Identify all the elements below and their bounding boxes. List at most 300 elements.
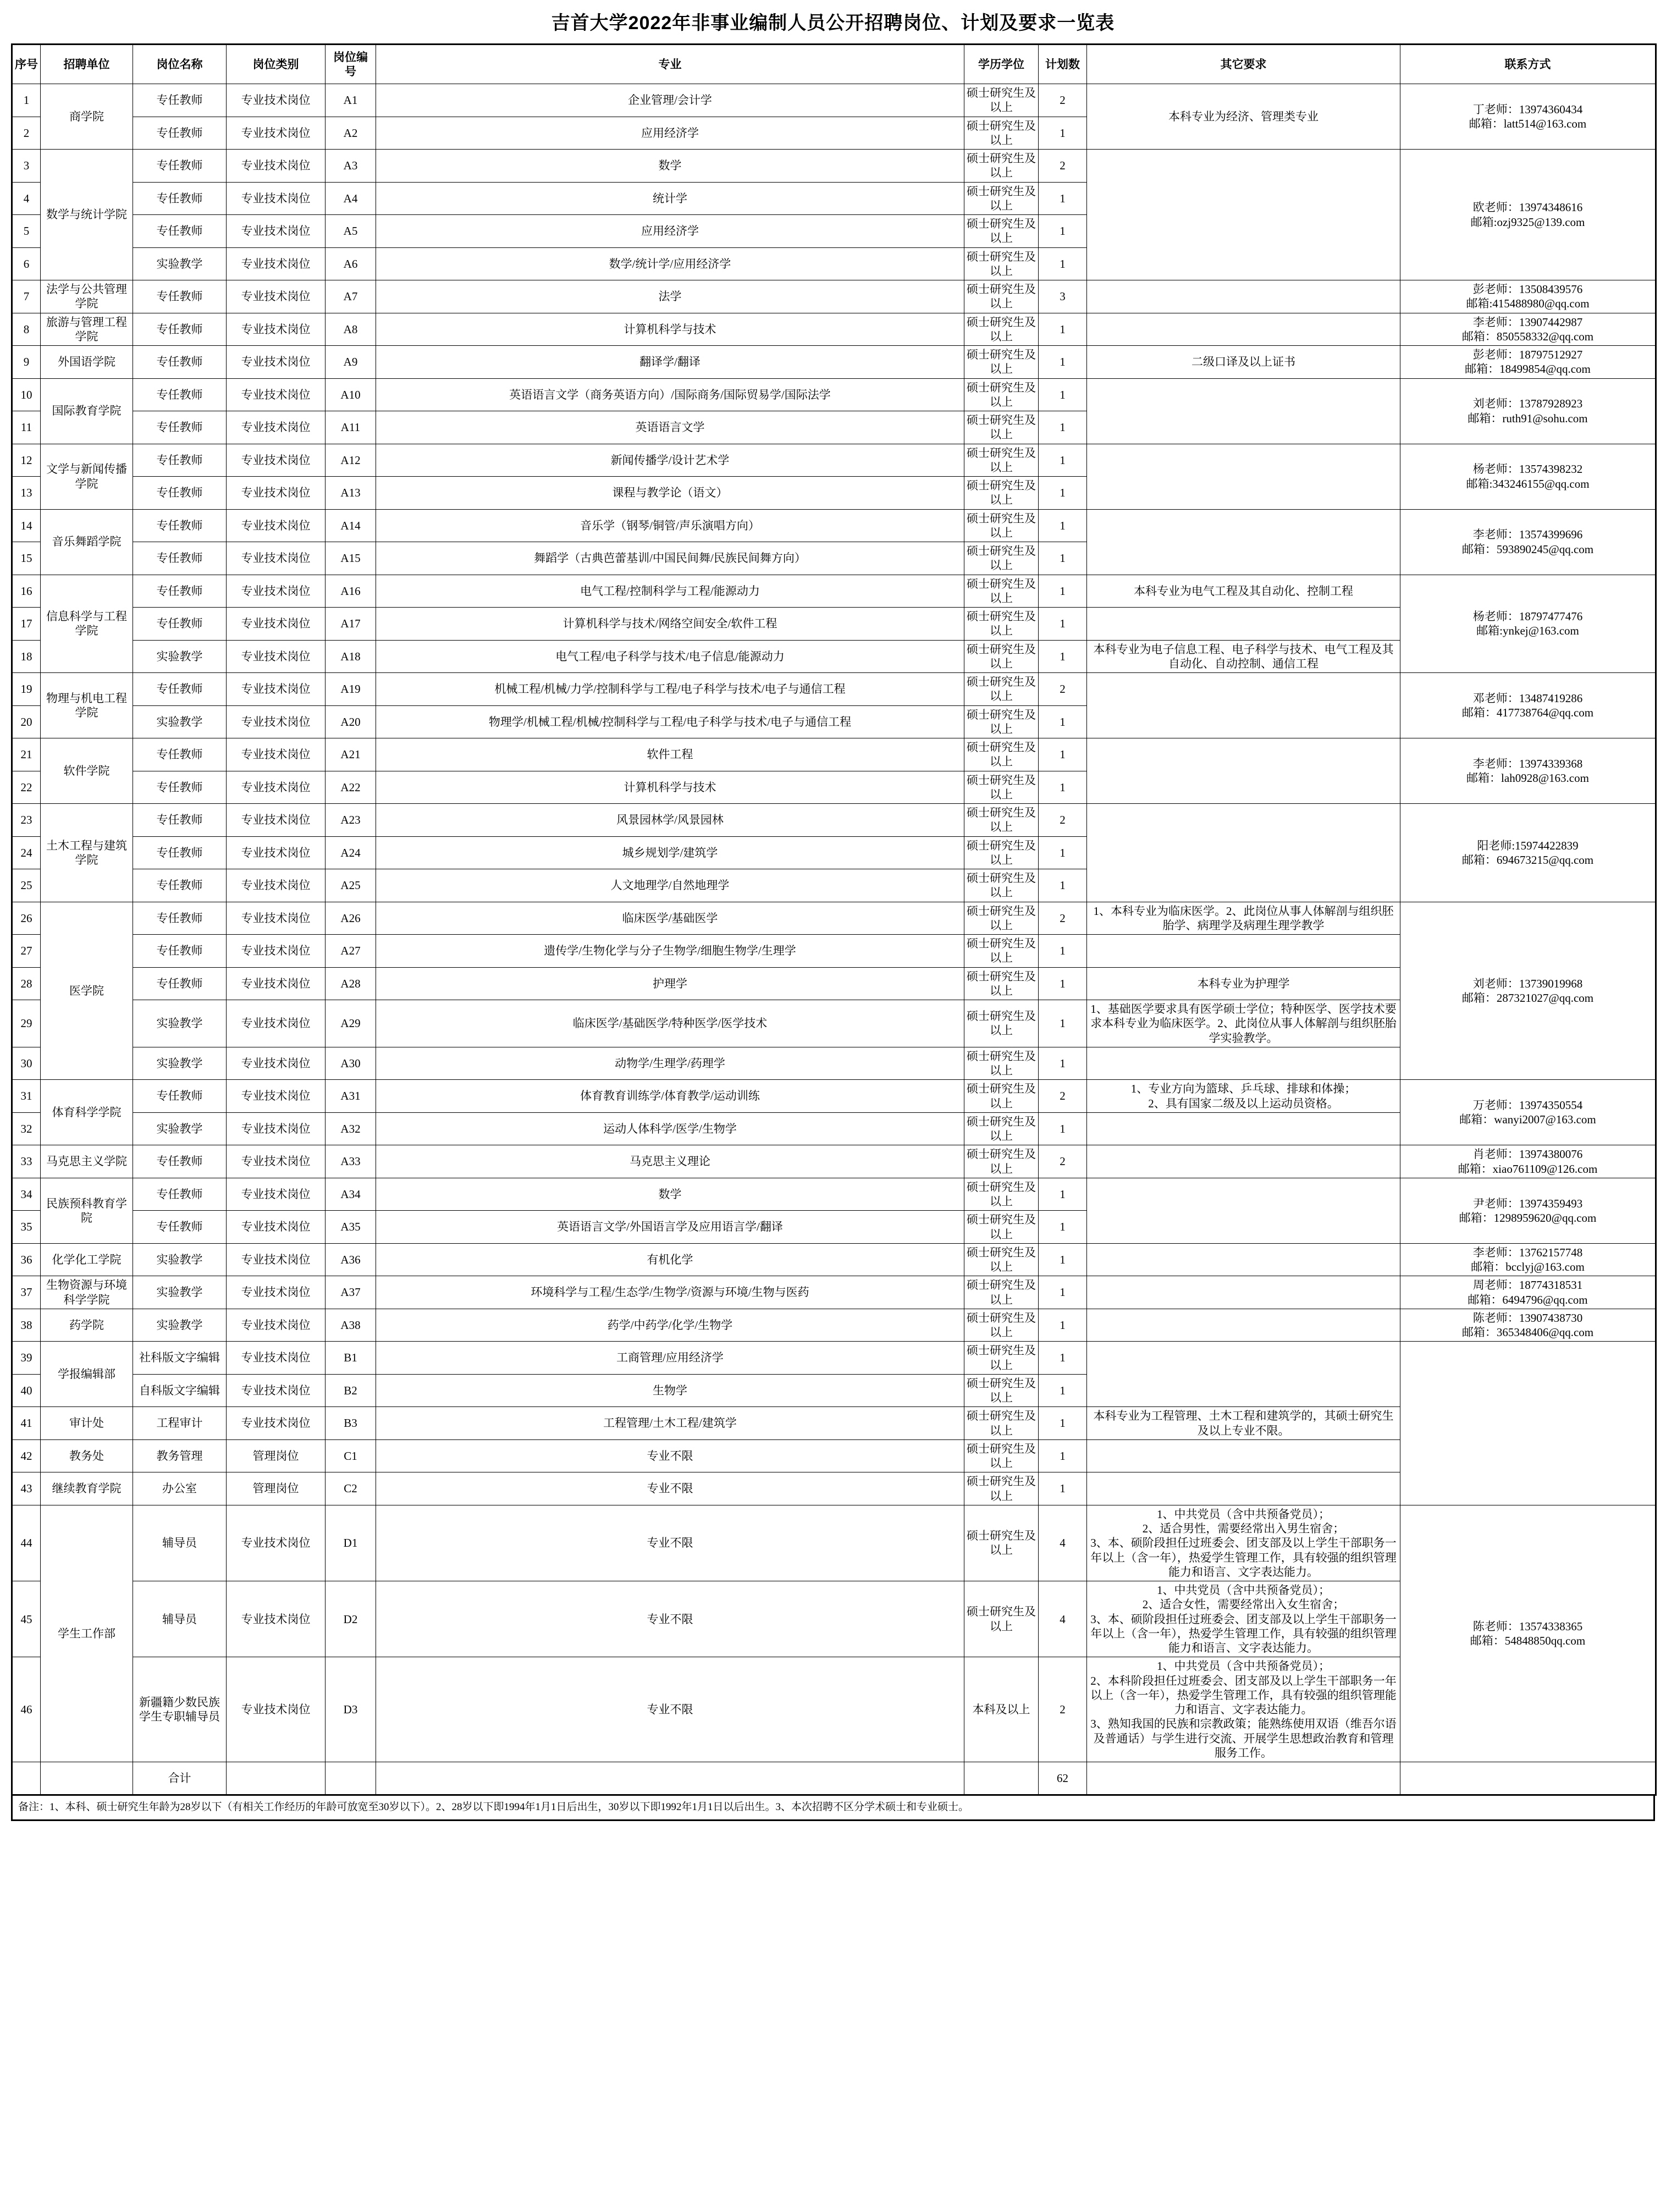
cell-major: 马克思主义理论 xyxy=(376,1145,964,1178)
cell-post-name: 专任教师 xyxy=(133,477,227,510)
cell-post-category: 专业技术岗位 xyxy=(227,608,326,641)
cell-post-name: 办公室 xyxy=(133,1472,227,1505)
cell-post-code: A28 xyxy=(326,967,376,1000)
cell-post-category: 专业技术岗位 xyxy=(227,280,326,313)
cell-post-name: 实验教学 xyxy=(133,1276,227,1309)
cell-post-name: 专任教师 xyxy=(133,608,227,641)
cell-major: 翻译学/翻译 xyxy=(376,346,964,379)
cell-post-code: A38 xyxy=(326,1309,376,1342)
cell-contact: 欧老师：13974348616 邮箱:ozj9325@139.com xyxy=(1400,150,1656,280)
cell-other-requirements xyxy=(1087,378,1400,444)
cell-other-requirements: 本科专业为经济、管理类专业 xyxy=(1087,84,1400,150)
cell-education: 硕士研究生及以上 xyxy=(964,150,1039,183)
cell-seq: 13 xyxy=(12,477,41,510)
cell-post-category: 专业技术岗位 xyxy=(227,84,326,117)
cell-major: 计算机科学与技术 xyxy=(376,313,964,346)
cell-other-requirements: 本科专业为电气工程及其自动化、控制工程 xyxy=(1087,575,1400,608)
cell-post-category: 专业技术岗位 xyxy=(227,1112,326,1145)
cell-education: 硕士研究生及以上 xyxy=(964,411,1039,444)
cell-contact: 李老师：13762157748 邮箱：bcclyj@163.com xyxy=(1400,1243,1656,1276)
cell-major: 生物学 xyxy=(376,1374,964,1407)
cell-other-requirements: 1、中共党员（含中共预备党员）； 2、适合男性，需要经常出入男生宿舍； 3、本、硕阶段担任过班委会、团支部及以上学生干部职务一年以上（含一年），热爱学生管理工作，具有较强的组织管理能力和语言、文字表达能力。 xyxy=(1087,1505,1400,1581)
cell-post-name: 专任教师 xyxy=(133,673,227,706)
cell-education: 硕士研究生及以上 xyxy=(964,1047,1039,1080)
cell-education: 硕士研究生及以上 xyxy=(964,444,1039,477)
cell-plan: 2 xyxy=(1039,1145,1087,1178)
cell-major: 临床医学/基础医学/特种医学/医学技术 xyxy=(376,1000,964,1047)
cell-seq: 33 xyxy=(12,1145,41,1178)
cell-major: 电气工程/电子科学与技术/电子信息/能源动力 xyxy=(376,640,964,673)
cell-plan: 2 xyxy=(1039,902,1087,935)
cell-unit: 生物资源与环境科学学院 xyxy=(41,1276,133,1309)
cell-plan: 1 xyxy=(1039,1211,1087,1244)
cell-other-requirements: 1、中共党员（含中共预备党员）； 2、本科阶段担任过班委会、团支部及以上学生干部职务一年以上（含一年），热爱学生管理工作，具有较强的组织管理能力和语言、文字表达能力。 3、熟知我国的民族和宗教政策；能熟练使用双语（维吾尔语及普通话）与学生进行交流、开展学生思想政治教育和管理服务工作。 xyxy=(1087,1657,1400,1762)
cell-post-category: 专业技术岗位 xyxy=(227,705,326,738)
cell-other-requirements xyxy=(1087,150,1400,280)
cell-seq: 4 xyxy=(12,182,41,215)
cell-post-code: A32 xyxy=(326,1112,376,1145)
cell-major: 遗传学/生物化学与分子生物学/细胞生物学/生理学 xyxy=(376,935,964,968)
cell-education: 硕士研究生及以上 xyxy=(964,608,1039,641)
cell-education: 硕士研究生及以上 xyxy=(964,771,1039,804)
cell-seq: 20 xyxy=(12,705,41,738)
cell-post-code: A18 xyxy=(326,640,376,673)
cell-plan: 1 xyxy=(1039,1309,1087,1342)
cell-post-code: C1 xyxy=(326,1439,376,1472)
cell-contact: 邓老师：13487419286 邮箱：417738764@qq.com xyxy=(1400,673,1656,738)
cell-plan: 1 xyxy=(1039,346,1087,379)
table-row xyxy=(12,313,1656,346)
cell-other-requirements xyxy=(1087,673,1400,738)
cell-post-code: A7 xyxy=(326,280,376,313)
cell-plan: 1 xyxy=(1039,935,1087,968)
cell-post-name: 专任教师 xyxy=(133,967,227,1000)
cell-unit: 土木工程与建筑学院 xyxy=(41,804,133,902)
cell-total-blank-contact xyxy=(1400,1762,1656,1795)
cell-other-requirements: 1、本科专业为临床医学。2、此岗位从事人体解剖与组织胚胎学、病理学及病理生理学教学 xyxy=(1087,902,1400,935)
cell-post-code: A3 xyxy=(326,150,376,183)
cell-plan: 1 xyxy=(1039,967,1087,1000)
cell-other-requirements: 1、中共党员（含中共预备党员）； 2、适合女性，需要经常出入女生宿舍； 3、本、硕阶段担任过班委会、团支部及以上学生干部职务一年以上（含一年），热爱学生管理工作，具有较强的组织管理能力和语言、文字表达能力。 xyxy=(1087,1581,1400,1657)
cell-major: 专业不限 xyxy=(376,1505,964,1581)
cell-total-blank-other xyxy=(1087,1762,1400,1795)
cell-plan: 1 xyxy=(1039,1342,1087,1375)
cell-post-name: 专任教师 xyxy=(133,280,227,313)
cell-post-category: 专业技术岗位 xyxy=(227,935,326,968)
cell-major: 专业不限 xyxy=(376,1657,964,1762)
cell-other-requirements xyxy=(1087,935,1400,968)
cell-plan: 1 xyxy=(1039,1178,1087,1211)
cell-major: 机械工程/机械/力学/控制科学与工程/电子科学与技术/电子与通信工程 xyxy=(376,673,964,706)
cell-education: 硕士研究生及以上 xyxy=(964,313,1039,346)
table-row xyxy=(12,1178,1656,1211)
table-row xyxy=(12,150,1656,183)
header-row xyxy=(12,45,1656,84)
cell-unit: 国际教育学院 xyxy=(41,378,133,444)
table-row xyxy=(12,902,1656,935)
cell-post-category: 专业技术岗位 xyxy=(227,575,326,608)
cell-education: 硕士研究生及以上 xyxy=(964,869,1039,902)
cell-plan: 4 xyxy=(1039,1581,1087,1657)
cell-post-category: 专业技术岗位 xyxy=(227,1145,326,1178)
cell-post-category: 专业技术岗位 xyxy=(227,346,326,379)
cell-plan: 4 xyxy=(1039,1505,1087,1581)
cell-plan: 1 xyxy=(1039,575,1087,608)
cell-major: 应用经济学 xyxy=(376,215,964,248)
cell-post-category: 专业技术岗位 xyxy=(227,150,326,183)
cell-seq: 5 xyxy=(12,215,41,248)
cell-post-category: 专业技术岗位 xyxy=(227,1000,326,1047)
cell-post-code: A37 xyxy=(326,1276,376,1309)
cell-plan: 2 xyxy=(1039,84,1087,117)
cell-post-name: 实验教学 xyxy=(133,247,227,280)
cell-post-name: 专任教师 xyxy=(133,1080,227,1113)
col-header-post-code: 岗位编号 xyxy=(326,45,376,84)
cell-post-category: 专业技术岗位 xyxy=(227,1178,326,1211)
table-row xyxy=(12,1243,1656,1276)
cell-seq: 26 xyxy=(12,902,41,935)
cell-education: 硕士研究生及以上 xyxy=(964,1080,1039,1113)
cell-major: 运动人体科学/医学/生物学 xyxy=(376,1112,964,1145)
cell-post-name: 专任教师 xyxy=(133,150,227,183)
cell-post-category: 专业技术岗位 xyxy=(227,215,326,248)
col-header-education: 学历学位 xyxy=(964,45,1039,84)
cell-plan: 1 xyxy=(1039,477,1087,510)
cell-other-requirements xyxy=(1087,804,1400,902)
cell-other-requirements xyxy=(1087,738,1400,804)
cell-education: 硕士研究生及以上 xyxy=(964,935,1039,968)
cell-post-category: 专业技术岗位 xyxy=(227,1309,326,1342)
cell-seq: 41 xyxy=(12,1407,41,1440)
cell-contact: 杨老师：18797477476 邮箱:ynkej@163.com xyxy=(1400,575,1656,673)
cell-post-code: A22 xyxy=(326,771,376,804)
cell-other-requirements xyxy=(1087,313,1400,346)
cell-post-code: D3 xyxy=(326,1657,376,1762)
cell-post-code: A26 xyxy=(326,902,376,935)
cell-other-requirements xyxy=(1087,1439,1400,1472)
cell-major: 护理学 xyxy=(376,967,964,1000)
cell-post-name: 实验教学 xyxy=(133,1309,227,1342)
cell-seq: 11 xyxy=(12,411,41,444)
cell-post-category: 专业技术岗位 xyxy=(227,1374,326,1407)
cell-education: 硕士研究生及以上 xyxy=(964,182,1039,215)
cell-post-code: A6 xyxy=(326,247,376,280)
cell-seq: 7 xyxy=(12,280,41,313)
cell-contact: 肖老师：13974380076 邮箱：xiao761109@126.com xyxy=(1400,1145,1656,1178)
cell-post-category: 管理岗位 xyxy=(227,1439,326,1472)
col-header-unit: 招聘单位 xyxy=(41,45,133,84)
cell-other-requirements: 本科专业为工程管理、土木工程和建筑学的，其硕士研究生及以上专业不限。 xyxy=(1087,1407,1400,1440)
cell-post-category: 专业技术岗位 xyxy=(227,444,326,477)
cell-other-requirements xyxy=(1087,280,1400,313)
cell-post-name: 专任教师 xyxy=(133,117,227,150)
cell-plan: 1 xyxy=(1039,869,1087,902)
cell-seq: 1 xyxy=(12,84,41,117)
cell-seq: 8 xyxy=(12,313,41,346)
cell-total-blank-major xyxy=(376,1762,964,1795)
cell-seq: 16 xyxy=(12,575,41,608)
total-row xyxy=(12,1762,1656,1795)
col-header-seq: 序号 xyxy=(12,45,41,84)
cell-education: 硕士研究生及以上 xyxy=(964,1309,1039,1342)
cell-post-name: 实验教学 xyxy=(133,705,227,738)
cell-plan: 1 xyxy=(1039,542,1087,575)
cell-major: 计算机科学与技术 xyxy=(376,771,964,804)
cell-contact: 陈老师：13574338365 邮箱：54848850qq.com xyxy=(1400,1505,1656,1762)
cell-plan: 1 xyxy=(1039,215,1087,248)
cell-seq: 46 xyxy=(12,1657,41,1762)
cell-plan: 3 xyxy=(1039,280,1087,313)
cell-plan: 1 xyxy=(1039,738,1087,771)
cell-post-category: 专业技术岗位 xyxy=(227,738,326,771)
cell-education: 硕士研究生及以上 xyxy=(964,967,1039,1000)
col-header-post-name: 岗位名称 xyxy=(133,45,227,84)
cell-major: 药学/中药学/化学/生物学 xyxy=(376,1309,964,1342)
cell-plan: 1 xyxy=(1039,705,1087,738)
cell-contact: 周老师：18774318531 邮箱：6494796@qq.com xyxy=(1400,1276,1656,1309)
cell-post-code: C2 xyxy=(326,1472,376,1505)
cell-post-name: 专任教师 xyxy=(133,575,227,608)
cell-post-name: 自科版文字编辑 xyxy=(133,1374,227,1407)
cell-unit: 学生工作部 xyxy=(41,1505,133,1762)
cell-post-name: 专任教师 xyxy=(133,378,227,411)
cell-post-name: 新疆籍少数民族学生专职辅导员 xyxy=(133,1657,227,1762)
cell-education: 硕士研究生及以上 xyxy=(964,705,1039,738)
cell-plan: 1 xyxy=(1039,1112,1087,1145)
cell-post-category: 专业技术岗位 xyxy=(227,1243,326,1276)
cell-major: 英语语言文学 xyxy=(376,411,964,444)
table-header xyxy=(12,45,1656,84)
cell-post-code: A31 xyxy=(326,1080,376,1113)
cell-education: 硕士研究生及以上 xyxy=(964,1243,1039,1276)
table-row xyxy=(12,280,1656,313)
cell-post-name: 教务管理 xyxy=(133,1439,227,1472)
cell-other-requirements: 本科专业为电子信息工程、电子科学与技术、电气工程及其自动化、自动控制、通信工程 xyxy=(1087,640,1400,673)
cell-post-category: 专业技术岗位 xyxy=(227,477,326,510)
cell-major: 临床医学/基础医学 xyxy=(376,902,964,935)
cell-seq: 34 xyxy=(12,1178,41,1211)
cell-education: 硕士研究生及以上 xyxy=(964,247,1039,280)
cell-unit: 民族预科教育学院 xyxy=(41,1178,133,1243)
col-header-contact: 联系方式 xyxy=(1400,45,1656,84)
cell-education: 硕士研究生及以上 xyxy=(964,1276,1039,1309)
cell-education: 硕士研究生及以上 xyxy=(964,575,1039,608)
cell-unit: 法学与公共管理学院 xyxy=(41,280,133,313)
cell-major: 体育教育训练学/体育教学/运动训练 xyxy=(376,1080,964,1113)
cell-other-requirements xyxy=(1087,1145,1400,1178)
cell-education: 硕士研究生及以上 xyxy=(964,1342,1039,1375)
cell-other-requirements xyxy=(1087,1178,1400,1243)
cell-contact: 丁老师：13974360434 邮箱：latt514@163.com xyxy=(1400,84,1656,150)
recruitment-table xyxy=(11,43,1657,1796)
cell-education: 硕士研究生及以上 xyxy=(964,673,1039,706)
cell-plan: 1 xyxy=(1039,378,1087,411)
cell-plan: 1 xyxy=(1039,1047,1087,1080)
cell-post-code: B1 xyxy=(326,1342,376,1375)
cell-major: 电气工程/控制科学与工程/能源动力 xyxy=(376,575,964,608)
cell-plan: 1 xyxy=(1039,313,1087,346)
table-row xyxy=(12,1080,1656,1113)
cell-post-name: 专任教师 xyxy=(133,346,227,379)
cell-seq: 18 xyxy=(12,640,41,673)
cell-post-name: 专任教师 xyxy=(133,935,227,968)
cell-major: 音乐学（钢琴/铜管/声乐演唱方向） xyxy=(376,509,964,542)
cell-major: 数学 xyxy=(376,1178,964,1211)
cell-plan: 1 xyxy=(1039,117,1087,150)
cell-unit: 商学院 xyxy=(41,84,133,150)
cell-seq: 28 xyxy=(12,967,41,1000)
cell-education: 硕士研究生及以上 xyxy=(964,1472,1039,1505)
cell-post-name: 专任教师 xyxy=(133,804,227,837)
cell-seq: 23 xyxy=(12,804,41,837)
cell-post-category: 专业技术岗位 xyxy=(227,1657,326,1762)
cell-contact: 万老师：13974350554 邮箱：wanyi2007@163.com xyxy=(1400,1080,1656,1145)
cell-unit: 学报编辑部 xyxy=(41,1342,133,1407)
cell-unit: 体育科学学院 xyxy=(41,1080,133,1145)
cell-seq: 2 xyxy=(12,117,41,150)
cell-post-category: 专业技术岗位 xyxy=(227,673,326,706)
cell-post-category: 专业技术岗位 xyxy=(227,836,326,869)
cell-major: 环境科学与工程/生态学/生物学/资源与环境/生物与医药 xyxy=(376,1276,964,1309)
cell-post-name: 实验教学 xyxy=(133,1047,227,1080)
cell-other-requirements xyxy=(1087,608,1400,641)
cell-major: 数学 xyxy=(376,150,964,183)
cell-education: 硕士研究生及以上 xyxy=(964,542,1039,575)
cell-other-requirements xyxy=(1087,1243,1400,1276)
cell-post-code: A2 xyxy=(326,117,376,150)
cell-post-category: 专业技术岗位 xyxy=(227,640,326,673)
cell-post-category: 专业技术岗位 xyxy=(227,182,326,215)
table-row xyxy=(12,1276,1656,1309)
cell-post-code: A15 xyxy=(326,542,376,575)
cell-seq: 43 xyxy=(12,1472,41,1505)
cell-post-category: 专业技术岗位 xyxy=(227,542,326,575)
cell-total-blank-seq xyxy=(12,1762,41,1795)
page-title: 吉首大学2022年非事业编制人员公开招聘岗位、计划及要求一览表 xyxy=(551,13,1115,34)
cell-post-name: 专任教师 xyxy=(133,509,227,542)
cell-education: 硕士研究生及以上 xyxy=(964,1112,1039,1145)
cell-contact: 刘老师：13739019968 邮箱：287321027@qq.com xyxy=(1400,902,1656,1080)
cell-education: 硕士研究生及以上 xyxy=(964,738,1039,771)
cell-seq: 12 xyxy=(12,444,41,477)
cell-plan: 1 xyxy=(1039,444,1087,477)
cell-post-name: 专任教师 xyxy=(133,836,227,869)
cell-other-requirements xyxy=(1087,509,1400,575)
cell-unit: 医学院 xyxy=(41,902,133,1080)
cell-education: 硕士研究生及以上 xyxy=(964,804,1039,837)
cell-education: 硕士研究生及以上 xyxy=(964,1178,1039,1211)
cell-other-requirements xyxy=(1087,1309,1400,1342)
cell-total-blank-category xyxy=(227,1762,326,1795)
cell-post-code: A27 xyxy=(326,935,376,968)
cell-contact: 彭老师：18797512927 邮箱：18499854@qq.com xyxy=(1400,346,1656,379)
cell-seq: 9 xyxy=(12,346,41,379)
cell-plan: 2 xyxy=(1039,150,1087,183)
cell-plan: 1 xyxy=(1039,1407,1087,1440)
cell-seq: 21 xyxy=(12,738,41,771)
cell-post-category: 专业技术岗位 xyxy=(227,1047,326,1080)
cell-plan: 1 xyxy=(1039,509,1087,542)
cell-major: 英语语言文学（商务英语方向）/国际商务/国际贸易学/国际法学 xyxy=(376,378,964,411)
cell-education: 硕士研究生及以上 xyxy=(964,1439,1039,1472)
cell-post-name: 专任教师 xyxy=(133,542,227,575)
cell-plan: 1 xyxy=(1039,247,1087,280)
cell-post-category: 专业技术岗位 xyxy=(227,117,326,150)
cell-post-name: 专任教师 xyxy=(133,84,227,117)
cell-post-category: 专业技术岗位 xyxy=(227,247,326,280)
cell-post-name: 专任教师 xyxy=(133,771,227,804)
cell-contact: 彭老师：13508439576 邮箱:415488980@qq.com xyxy=(1400,280,1656,313)
cell-post-code: B2 xyxy=(326,1374,376,1407)
col-header-other: 其它要求 xyxy=(1087,45,1400,84)
cell-post-code: A30 xyxy=(326,1047,376,1080)
cell-post-code: D2 xyxy=(326,1581,376,1657)
cell-seq: 45 xyxy=(12,1581,41,1657)
cell-post-code: A34 xyxy=(326,1178,376,1211)
cell-plan: 1 xyxy=(1039,1243,1087,1276)
cell-post-code: A25 xyxy=(326,869,376,902)
cell-post-name: 工程审计 xyxy=(133,1407,227,1440)
cell-unit: 旅游与管理工程学院 xyxy=(41,313,133,346)
cell-post-name: 专任教师 xyxy=(133,902,227,935)
cell-post-code: A4 xyxy=(326,182,376,215)
cell-plan: 1 xyxy=(1039,1000,1087,1047)
cell-plan: 1 xyxy=(1039,608,1087,641)
cell-major: 应用经济学 xyxy=(376,117,964,150)
cell-unit: 物理与机电工程学院 xyxy=(41,673,133,738)
cell-post-code: B3 xyxy=(326,1407,376,1440)
cell-seq: 39 xyxy=(12,1342,41,1375)
cell-education: 硕士研究生及以上 xyxy=(964,640,1039,673)
cell-post-code: A9 xyxy=(326,346,376,379)
total-label: 合计 xyxy=(133,1762,227,1795)
cell-post-code: D1 xyxy=(326,1505,376,1581)
cell-post-name: 专任教师 xyxy=(133,182,227,215)
cell-post-name: 专任教师 xyxy=(133,411,227,444)
cell-post-code: A23 xyxy=(326,804,376,837)
cell-contact: 陈老师：13907438730 邮箱：365348406@qq.com xyxy=(1400,1309,1656,1342)
cell-other-requirements: 1、专业方向为篮球、乒乓球、排球和体操； 2、具有国家二级及以上运动员资格。 xyxy=(1087,1080,1400,1113)
cell-post-code: A19 xyxy=(326,673,376,706)
cell-unit: 药学院 xyxy=(41,1309,133,1342)
cell-education: 硕士研究生及以上 xyxy=(964,902,1039,935)
cell-seq: 19 xyxy=(12,673,41,706)
cell-major: 风景园林学/风景园林 xyxy=(376,804,964,837)
cell-post-category: 专业技术岗位 xyxy=(227,378,326,411)
cell-major: 计算机科学与技术/网络空间安全/软件工程 xyxy=(376,608,964,641)
cell-major: 专业不限 xyxy=(376,1581,964,1657)
cell-other-requirements xyxy=(1087,1342,1400,1407)
table-row xyxy=(12,1342,1656,1375)
table-row xyxy=(12,346,1656,379)
cell-seq: 24 xyxy=(12,836,41,869)
cell-major: 法学 xyxy=(376,280,964,313)
cell-post-category: 专业技术岗位 xyxy=(227,1505,326,1581)
cell-seq: 30 xyxy=(12,1047,41,1080)
cell-seq: 40 xyxy=(12,1374,41,1407)
cell-major: 人文地理学/自然地理学 xyxy=(376,869,964,902)
table-row xyxy=(12,575,1656,608)
table-row xyxy=(12,673,1656,706)
cell-major: 统计学 xyxy=(376,182,964,215)
cell-seq: 36 xyxy=(12,1243,41,1276)
cell-plan: 2 xyxy=(1039,1080,1087,1113)
cell-education: 硕士研究生及以上 xyxy=(964,1505,1039,1581)
cell-contact: 杨老师：13574398232 邮箱:343246155@qq.com xyxy=(1400,444,1656,509)
table-row xyxy=(12,1505,1656,1581)
cell-post-category: 专业技术岗位 xyxy=(227,1407,326,1440)
cell-post-name: 实验教学 xyxy=(133,1243,227,1276)
